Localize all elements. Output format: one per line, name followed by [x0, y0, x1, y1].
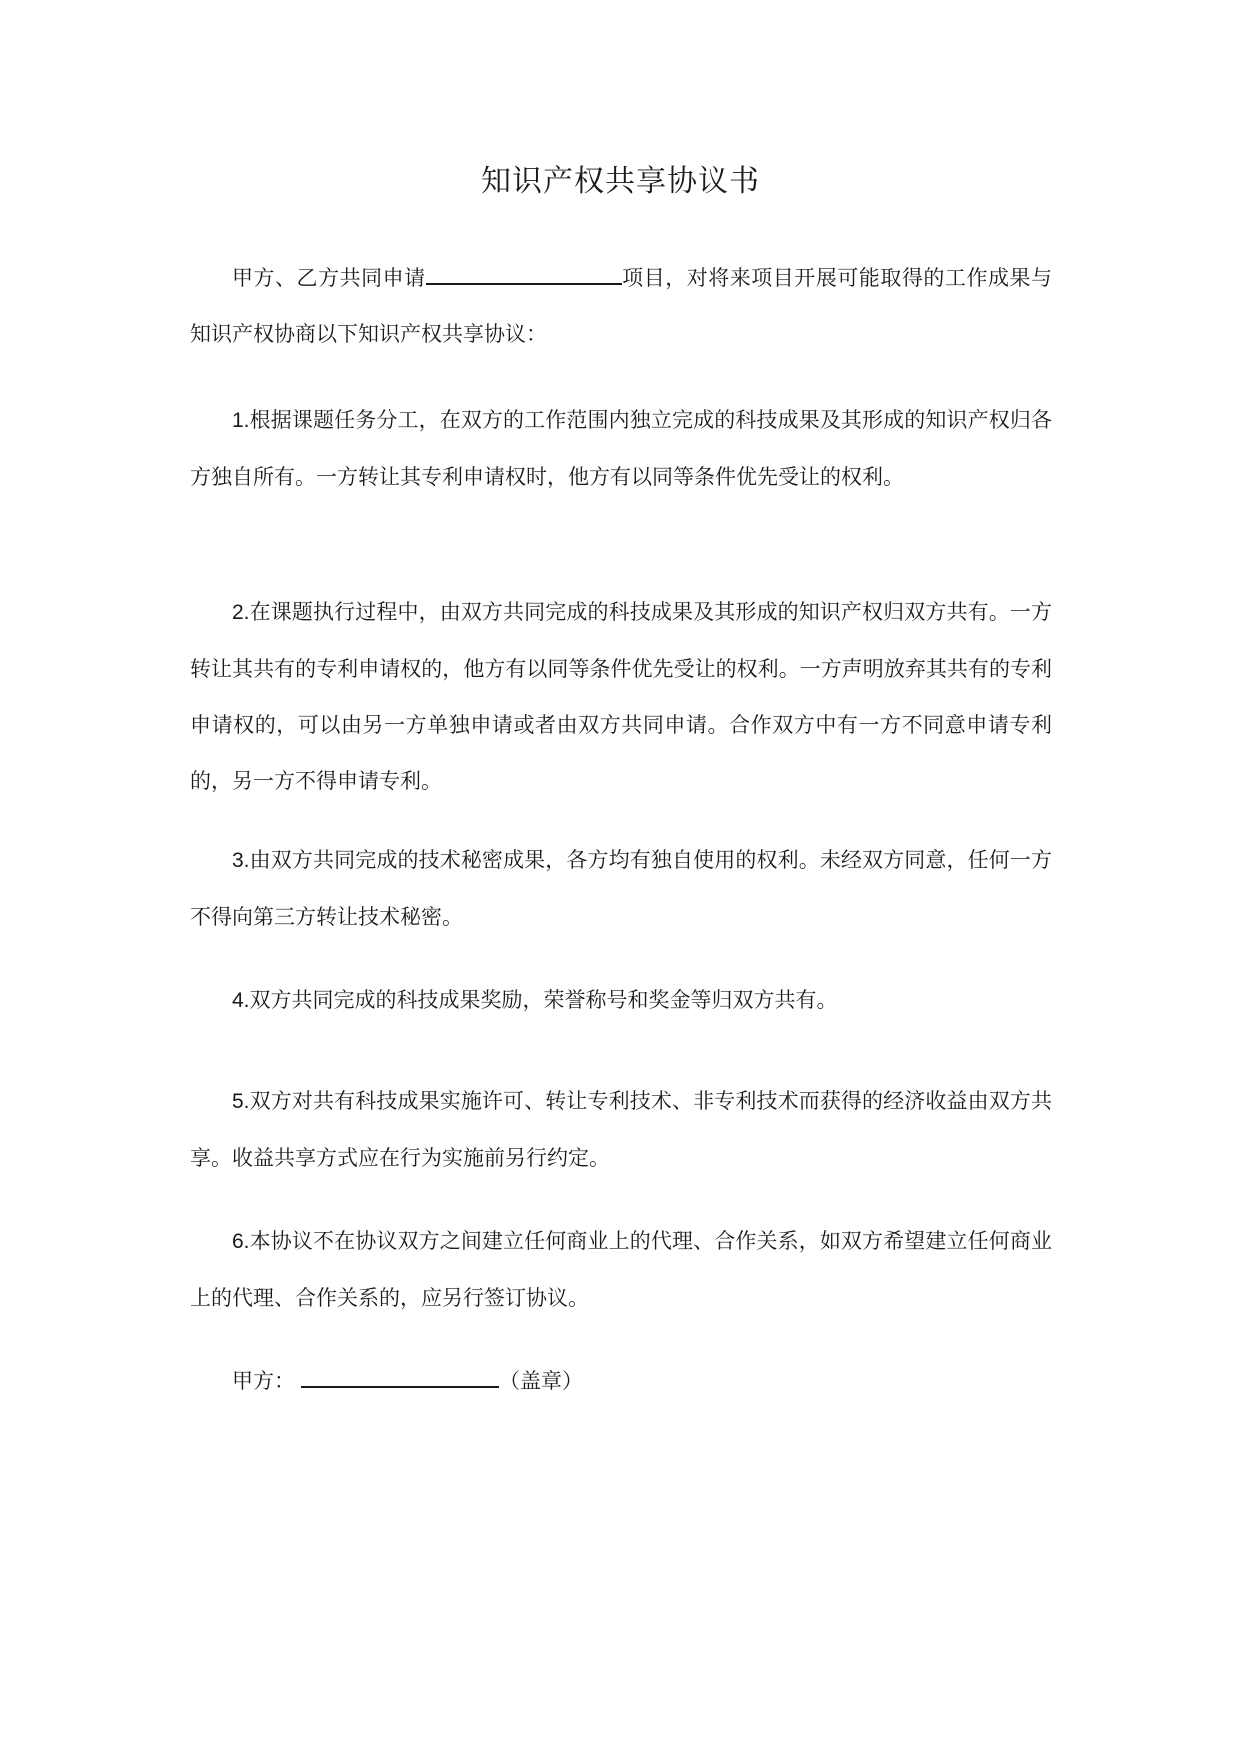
clause-number: 2. — [232, 601, 250, 624]
clause-text: 双方对共有科技成果实施许可、转让专利技术、非专利技术而获得的经济收益由双方共享。收益共享方式应在行为实施前另行约定。 — [190, 1089, 1052, 1170]
intro-paragraph — [190, 250, 1052, 362]
seal-note: （盖章） — [499, 1369, 583, 1393]
intro-text-before-blank: 甲方、乙方共同申请 — [232, 266, 426, 290]
clause-3 — [190, 832, 1052, 945]
clause-5 — [190, 1073, 1052, 1186]
clause-text: 双方共同完成的科技成果奖励，荣誉称号和奖金等归双方共有。 — [249, 988, 838, 1012]
document-title: 知识产权共享协议书 — [481, 164, 760, 199]
clause-number: 4. — [232, 989, 250, 1012]
clause-2 — [190, 584, 1052, 809]
clause-number: 5. — [232, 1090, 250, 1113]
clause-number: 3. — [232, 849, 250, 872]
clause-number: 6. — [232, 1230, 250, 1253]
clause-text: 由双方共同完成的技术秘密成果，各方均有独自使用的权利。未经双方同意，任何一方不得向第三方转让技术秘密。 — [190, 848, 1052, 929]
clause-1 — [190, 392, 1052, 505]
clause-text: 根据课题任务分工，在双方的工作范围内独立完成的科技成果及其形成的知识产权归各方独自所有。一方转让其专利申请权时，他方有以同等条件优先受让的权利。 — [190, 408, 1052, 489]
intro-text-after-blank: 项目，对将来项目开展可能取得的工作成果与知识产权协商以下知识产权共享协议： — [190, 266, 1052, 346]
clause-6 — [190, 1213, 1052, 1326]
project-name-blank — [426, 257, 622, 285]
clause-text: 本协议不在协议双方之间建立任何商业上的代理、合作关系，如双方希望建立任何商业上的代理、合作关系的，应另行签订协议。 — [190, 1229, 1052, 1310]
clause-number: 1. — [232, 409, 250, 432]
party-a-signature-blank — [301, 1360, 499, 1388]
clause-4 — [190, 972, 1052, 1029]
party-a-label: 甲方： — [232, 1369, 295, 1393]
signature-line — [190, 1353, 1052, 1409]
clause-text: 在课题执行过程中，由双方共同完成的科技成果及其形成的知识产权归双方共有。一方转让其共有的专利申请权的，他方有以同等条件优先受让的权利。一方声明放弃其共有的专利申请权的，可以由另一方单独申请或者由双方共同申请。合作双方中有一方不同意申请专利的，另一方不得申请专利。 — [190, 600, 1052, 793]
